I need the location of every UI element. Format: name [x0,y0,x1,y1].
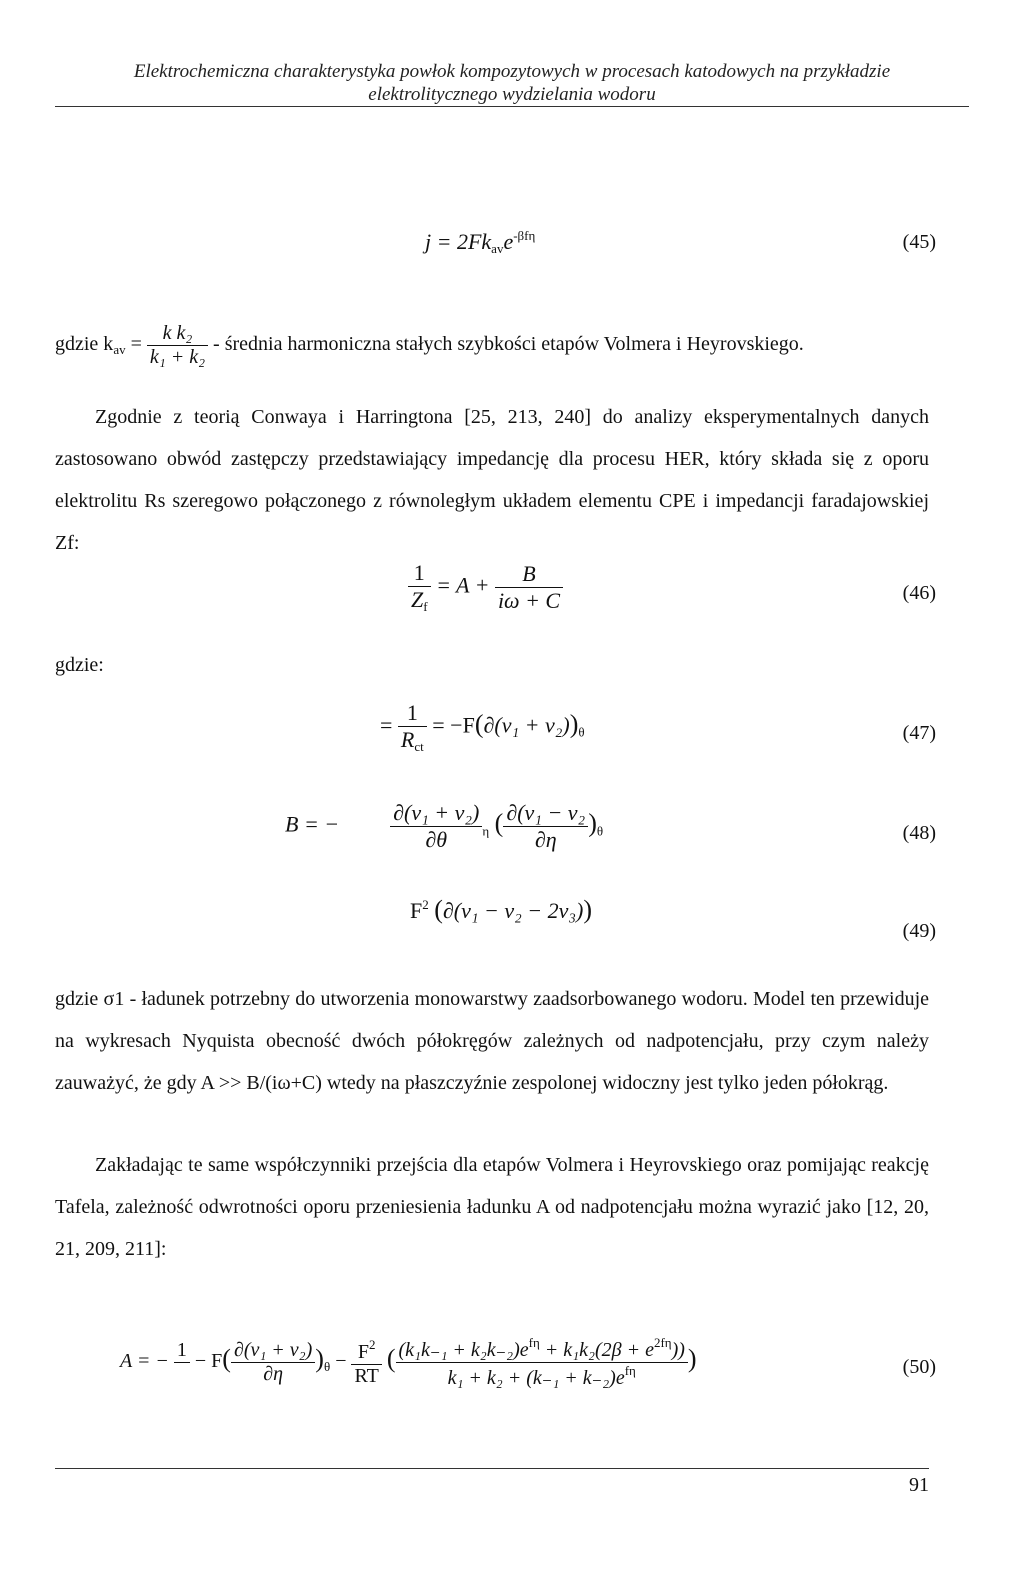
equation-number-45: (45) [902,231,936,253]
footer-rule [55,1468,929,1469]
header-line-1: Elektrochemiczna charakterystyka powłok kompozytowych w procesach katodowych na przykładzie [133,61,891,82]
kav-definition: gdzie $k_{av}$ = $\frac{\text{k k₂}}{\text{k₁ + k₂}}$ - średnia harmoniczna stałych szybkości etapów Volmera i Heyrovskiego. [55,322,804,368]
equation-number-49: (49) [902,920,936,942]
gdzie-label: gdzie: [55,654,104,676]
equation-45: $j = 2Fk_{av}e^{-\beta f\eta}$ [425,228,536,256]
equation-46: $\frac{1}{Z_f}$ = A + $\frac{B}{i\omega + C}$ [408,560,563,615]
kav-fraction: $\frac{\text{k k₂}}{\text{k₁ + k₂}}$ [147,322,208,369]
equation-49: $F^2$ (∂(ν₁ − ν₂ − 2ν₃)) [410,895,593,924]
equation-48: B = − $\frac{\text{∂(ν₁ + ν₂)}}{\partial\theta}$ $_\eta$ ( $\frac{\text{∂(ν₁ − ν₂}}{\partial\eta}$ )$_\theta$ [285,800,604,852]
equation-number-47: (47) [902,722,936,744]
paragraph-1: Zgodnie z teorią Conwaya i Harringtona [25, 213, 240] do analizy eksperymentalnych danych zastosowano obwód zastępczy przedstawiający impedancję dla procesu HER, który składa się z oporu elektrolitu Rs szeregowo połączonego z równoległym układem elementu CPE i impedancji faradajowskiej Zf: [55,406,929,554]
page-number: 91 [909,1474,929,1496]
running-header [55,60,969,106]
paragraph-3: Zakładając te same współczynniki przejścia dla etapów Volmera i Heyrovskiego oraz pomijając reakcję Tafela, zależność odwrotności oporu przeniesienia ładunku A od nadpotencjału można wyrazić jako [12, 20, 21, 209, 211]: [55,1154,929,1260]
paragraph-2: gdzie σ1 - ładunek potrzebny do utworzenia monowarstwy zaadsorbowanego wodoru. Model ten przewiduje na wykresach Nyquista obecność dwóch półokręgów zależnych od nadpotencjału, przy czym należy zauważyć, że gdy A >> B/(iω+C) wtedy na płaszczyźnie zespolonej widoczny jest tylko jeden półokrąg. [55,988,929,1094]
equation-number-48: (48) [902,822,936,844]
equation-50: A = − 1 − F( $\frac{\text{∂(ν₁ + ν₂)}}{\partial\eta}$ )$_\theta$ − $\frac{F^2}{RT}$ ( $\frac{(k_1k_{-1} + k_2k_{-2})e^{f\eta} + k_1k_2(2\beta + e^{2f\eta}))}{k_1 + k_2 + (k_{-1} + k_{-2})e^{f\eta}}$ ) [120,1335,697,1389]
equation-number-46: (46) [902,582,936,604]
equation-47: = $\frac{1}{R_{ct}}$ = $-F(\partial(\nu_1 + \nu_2))_\theta$ [380,700,585,754]
header-rule [55,106,969,107]
header-line-2: elektrolitycznego wydzielania wodoru [368,84,656,105]
equation-number-50: (50) [902,1356,936,1378]
